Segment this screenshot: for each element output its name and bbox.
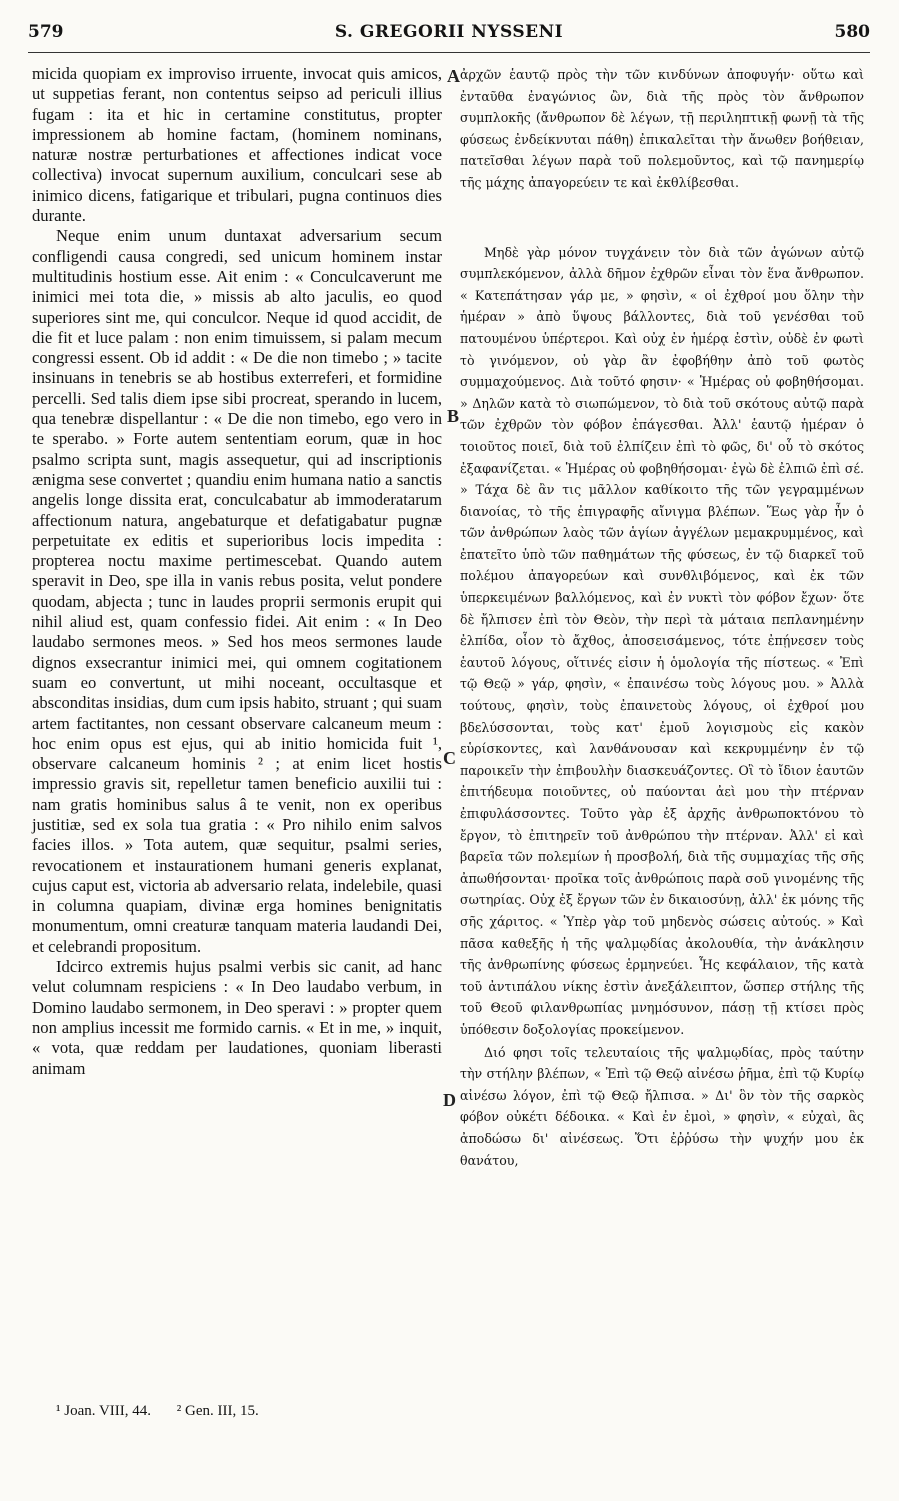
margin-letter-b: B: [447, 406, 460, 426]
greek-paragraph-2: Διό φησι τοῖς τελευταίοις τῆς ψαλμῳδίας, πρὸς ταύτην τὴν στήλην βλέπων, « Ἐπὶ τῷ Θεῷ αἰνέσω ῥῆμα, ἐπὶ τῷ Κυρίῳ αἰνέσω λόγον, ἐπὶ τῷ Θεῷ ἤλπισα. » Δι' ὃν τὸν τῆς σαρκὸς φόβον οὐκέτι δέδοικα. « Καὶ ἐν ἐμοὶ, » φησὶν, « εὐχαὶ, ἃς ἀποδώσω δι' αἰνέσεως. Ὅτι ἐῤῥύσω τὴν ψυχήν μου ἐκ θανάτου,: [460, 1044, 864, 1168]
margin-letter-c: C: [443, 748, 456, 768]
header-rule: [28, 52, 870, 53]
page-number-right: 580: [834, 22, 870, 42]
latin-column: [32, 64, 442, 1079]
margin-letter-d: D: [443, 1090, 456, 1110]
greek-column: [460, 64, 864, 1171]
page-header: [28, 22, 870, 48]
latin-paragraph-1: micida quopiam ex improviso irruente, invocat quis amicos, ut suppetias ferant, non contentus seipso ad periculi illius fugam : ita et hic in certamine constitutus, propter impressionem ab homine factam, (hominem nominans, naturæ nostræ perturbationes et affectiones indicat voce collectiva) invocat supernum auxilium, conculcari sese ab inimico dicens, fatigarique et tribulari, pugna continuos dies durante.: [32, 64, 442, 226]
latin-paragraph-2: Neque enim unum duntaxat adversarium secum confligendi causa congredi, sed unicum hominem instar multitudinis hostium esse. Ait enim : « Conculcaverunt me inimici mei tota die, » missis ab alto jaculis, eo quod superiores sint me, qui conculcor. Neque id quod accidit, de die fit et luce palam : non enim timuissem, si palam mecum congressi essent. Ob id addit : « De die non timebo ; » tacite insinuans in tenebris se ab hostibus exterreferi, et formidine percelli. Sed talis diem ipse sibi procreat, sperando in lucem, qua tenebræ dispellantur : « De die non timebo, ego vero in te sperabo. » Forte autem sententiam eorum, quæ in hoc psalmo scripta sunt, magis assequetur, qui ad inscriptionis ænigma sese convertet ; quandiu enim humana natio a sanctis angelis longe dissita erat, conculcabatur ab immoderatarum affectionum natura, angebaturque et defatigabatur pugnæ perpetuitate ex editis et superioribus locis impedita : propterea noctu maxime pertimescebat. Quando autem speravit in Deo, spe illa in vanis rebus posita, velut pondere quodam, abjecta ; tunc in laudes proprii sermonis erupit qui nihil aliud est, quam confessio fidei. Ait enim : « In Deo laudabo sermones meos. » Sed hos meos sermones laude dignos exsecrantur inimici mei, qui omnem cogitationem suam eo convertunt, ut mihi noceant, occultasque et absconditas insidias, dum cum ipsis habito, struant ; qui suam artem factitantes, non cessant observare calcaneum meum : hoc enim opus est ejus, qui ab initio homicida fuit ¹, observare calcaneum hominis ² ; at enim licet hostis impressio gravis sit, repelletur tamen beneficio auxilii tui : nam gratis hominibus salus â te venit, non ex operibus justitiæ, sed ex sola tua gratia : « Pro nihilo enim salvos facies illos. » Tota autem, quæ sequitur, psalmi series, revocationem et instaurationem humani generis explanat, cujus caput est, victoria ab adversario relata, indelebile, quasi in columna quapiam, divinæ erga homines benignitatis monumentum, omni creaturæ tanquam materia laudandi Dei, et celebrandi propositum.: [32, 226, 442, 956]
footnote-1: ¹ Joan. VIII, 44.: [56, 1403, 152, 1419]
page-number-left: 579: [28, 22, 64, 42]
margin-letter-a: A: [447, 66, 460, 86]
greek-paragraph-1: Μηδὲ γὰρ μόνον τυγχάνειν τὸν διὰ τῶν ἀγώνων αὐτῷ συμπλεκόμενον, ἀλλὰ δῆμον ἐχθρῶν εἶναι τὸν ἕνα ἄνθρωπον. « Κατεπάτησαν γάρ με, » φησὶν, « οἱ ἐχθροί μου ὅλην τὴν ἡμέραν » ἀπὸ ὕψους βάλλοντες, διὰ τοῦ γενέσθαι τοῦ πατουμένου ὑπέρτεροι. Καὶ οὐχ ἐν ἡμέρᾳ ἐστὶν, οὐδὲ ἐν φωτὶ τὸ γινόμενον, οὐ γὰρ ἂν ἐφοβήθην ἀπὸ τοῦ φωτὸς συμμαχούμενος. Διὰ τοῦτό φησιν· « Ἡμέρας οὐ φοβηθήσομαι. » Δηλῶν κατὰ τὸ σιωπώμενον, τὸ διὰ τοῦ σκότους αὐτῷ παρὰ τῶν ἐχθρῶν τὸν φόβον ἐπάγεσθαι. Ἀλλ' ἑαυτῷ ἡμέραν ὁ τοιοῦτος ποιεῖ, διὰ τοῦ ἐλπίζειν ἐπὶ τὸ φῶς, δι' οὗ τὸ σκότος ἐξαφανίζεται. « Ἡμέρας οὐ φοβηθήσομαι· ἐγὼ δὲ ἐλπιῶ ἐπὶ σέ. » Τάχα δὲ ἂν τις μᾶλλον καθίκοιτο τῆς τῶν γεγραμμένων διανοίας, τὸ τῆς ἐπιγραφῆς αἴνιγμα βλέπων. Ἕως γὰρ ἦν ὁ τῶν ἀνθρώπων λαὸς τῶν ἁγίων ἀγγέλων μεμακρυμμένος, καὶ ἐπατεῖτο ὑπὸ τῶν παθημάτων τῆς φύσεως, ἐν τῷ διαρκεῖ τοῦ πολέμου ἀπαγορεύων καὶ συνθλιβόμενος, καὶ ἐκ τῶν ὑπερκειμένων βαλλόμενος, καὶ ἐν νυκτὶ τὸν φόβον ἔχων· ὅτε δὲ ἤλπισεν ἐπὶ τὸν Θεὸν, τὴν περὶ τὰ μάταια πεπλανημένην ἐλπίδα, οἷον τὸ ἄχθος, ἀποσεισάμενος, τότε ἐπῄνεσεν τοὺς ἑαυτοῦ λόγους, οἵτινές εἰσιν ἡ ὁμολογία τῆς πίστεως. « Ἐπὶ τῷ Θεῷ » γάρ, φησὶν, « ἐπαινέσω τοὺς λόγους μου. » Ἀλλὰ τούτους, φησὶν, τοὺς ἐπαινετοὺς λόγους, οἱ ἐχθροί μου βδελύσσονται, τοὺς κατ' ἐμοῦ λογισμοὺς εἰς κακὸν εὑρίσκοντες, καὶ λανθάνουσαν καὶ κεκρυμμένην ἐν τῷ παροικεῖν τὴν ἐπιβουλὴν διασκευάζοντες. Οἳ τὸ ἴδιον ἑαυτῶν ἐπιτήδευμα ποιοῦντες, οὐ παύονται ἀεὶ μου τὴν πτέρναν ἐπιφυλάσσοντες. Τοῦτο γὰρ ἐξ ἀρχῆς ἀνθρωποκτόνου τὸ ἔργον, τὸ ἐπιτηρεῖν τοῦ ἀνθρώπου τὴν πτέρναν. Ἀλλ' εἰ καὶ βαρεῖα τῶν πολεμίων ἡ προσβολή, διὰ τῆς συμμαχίας τῆς σῆς ἀπωθήσονται· προῖκα τοῖς ἀνθρώποις παρὰ σοῦ γινομένης τῆς σωτηρίας. Οὐχ ἐξ ἔργων τῶν ἐν δικαιοσύνῃ, ἀλλ' ἐκ μόνης τῆς σῆς χάριτος. « Ὑπὲρ γὰρ τοῦ μηδενὸς σώσεις αὐτούς. » Καὶ πᾶσα καθεξῆς ἡ τῆς ψαλμῳδίας ἀκολουθία, τὴν ἀνάκλησιν τῆς ἀνθρωπίνης φύσεως ἑρμηνεύει. Ἧς κεφάλαιον, τῆς κατὰ τοῦ ἀντιπάλου νίκης ἐστὶν ἀνεξάλειπτον, ὥσπερ στήλης τῆς τοῦ Θεοῦ φιλανθρωπίας μνημόσυνον, πάσῃ τῇ κτίσει πρὸς ὑπόθεσιν δοξολογίας προκείμενον.: [460, 244, 864, 1037]
greek-paragraph-a: ἀρχῶν ἑαυτῷ πρὸς τὴν τῶν κινδύνων ἀποφυγήν· οὕτω καὶ ἐνταῦθα ἐναγώνιος ὢν, διὰ τῆς πρὸς τὸν ἄνθρωπον συμπλοκῆς (ἄνθρωπον δὲ λέγων, τῇ περιληπτικῇ φωνῇ τὰ τῆς φύσεως ἐνδείκνυται πάθη) ἐπικαλεῖται τὴν ἄνωθεν βοήθειαν, πατεῖσθαι λέγων παρὰ τοῦ πολεμοῦντος, καὶ τῷ πανημερίῳ τῆς μάχης ἀπαγορεύειν τε καὶ ἐκθλίβεσθαι.: [460, 67, 864, 190]
footnotes: [56, 1403, 281, 1420]
running-title: S. GREGORII NYSSENI: [334, 22, 564, 42]
latin-paragraph-3: Idcirco extremis hujus psalmi verbis sic canit, ad hanc velut columnam respiciens : « In Deo laudabo verbum, in Domino laudabo sermonem, in Deo speravi : » propter quem non amplius incessit me formido carnis. « Et in me, » inquit, « vota, quæ reddam per laudationes, quoniam liberasti animam: [32, 957, 442, 1078]
footnote-2: ² Gen. III, 15.: [176, 1403, 259, 1419]
